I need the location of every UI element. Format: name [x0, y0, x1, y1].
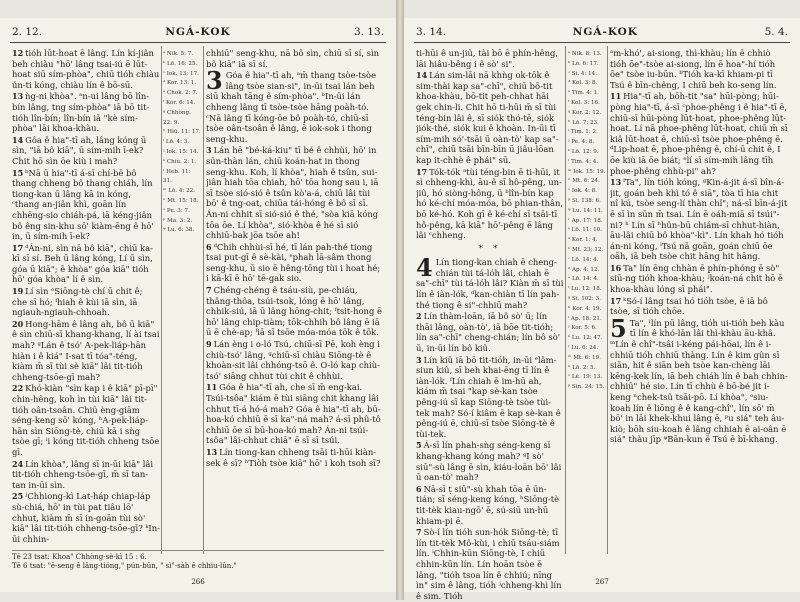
verse — [206, 66, 384, 144]
cross-reference: ᵏ Chiù. 2: 1. — [163, 158, 197, 165]
cross-reference: ˡ Lu. 6: 24. — [568, 344, 599, 351]
column-divider — [203, 46, 204, 554]
chapter-number: 5 — [610, 313, 627, 343]
verse-text: ᵈChih chhùi-sī hé, tī lán pah-thé tiong tsai put-gī ê sè-kài, ᵉphah lā-sâm thong seng-khu, ū sio ē hêng-tōng tùi i hoat hé; i kā-kī ē hō' tē-gak sio. — [206, 241, 381, 284]
cross-reference: ᶠ Kor. 6: 14. — [163, 99, 196, 106]
verse — [12, 459, 160, 491]
cross-reference: ᵍ Kor. 2: 12. — [568, 109, 602, 116]
verse — [416, 484, 564, 526]
verse-number: 25 — [12, 491, 24, 502]
book-title: NGÁ-KOK — [572, 26, 638, 38]
verse-text: ᵃm-khó', ai-siong, thì-khàu; lín ē chhiò tióh ōe"-tsòe ai-siong, lín ē hoa"-hí tióh ōe" tsòe iu-būn. ᵇTióh ka-kī khiam-pi tī Tsú ê bīn-chêng, I chiū beh ko-seng lín. — [610, 48, 777, 90]
verse-number: 11 — [206, 382, 218, 393]
text-column — [12, 48, 160, 545]
cross-reference: ᵐ Iok. 15: 19. — [568, 168, 606, 175]
cross-reference: ᵖ Si. 138: 6. — [568, 197, 601, 204]
verse-text: Lín khòa", lâng sī in-ūi kiā" lâi tit-tióh chheng-tsōe-gī, m̄ sī tan-tan in-ūi sìn. — [12, 458, 154, 490]
verse — [206, 447, 384, 468]
verse-number: 2 — [416, 311, 422, 322]
verse-text: Khó-kiàn "sìn kap i ê kiā" pī-pī" chin-hêng, koh ìn tùi kiā" lâi tit-tióh oân-tsoân. Chiū èng-giām séng-keng sō' kóng, ʰA-pek-liáp-hān sìn Siōng-tè, chiū kā i sǹg tsòe gī; ⁱi kóng tit-tióh chheng tsōe gī. — [12, 383, 160, 457]
verse-number: 17 — [610, 295, 622, 306]
verse — [416, 253, 564, 310]
column-divider — [161, 46, 162, 554]
verse-text: Hia"-tī ah, bōh-tit "sa" hūi-pòng; hūi-pòng hia"-tī, á-sī ᶜphoe-phêng i ê hia"-tī ē, chiū-sī hūi-pòng lūt-hoat, phoe-phêng lūt-hoat. Lí nā phoe-phêng lūt-hoat, chiū m̄ sī kiâ lūt-hoat ē, chiū-sī tsòe phoe-phêng ē. ᵈLip-hoat ē, phoe-phêng ē, chí-ū chit ê, I ōe kiù iā ōe biát; ᵉlí sī sím-mih lâng tīh phoe-phêng chhù-pi" ah? — [610, 91, 788, 176]
footnote: Tē 6 tsat: "ē-seng ē lâng-tióng," pún-bûn, " sì"-sàh ē chhiu-lûn." — [12, 561, 237, 570]
cross-reference: ᵠ Lu. 14: 11. — [568, 207, 603, 214]
verse-text: Lín thàm-loān, iā bô sò' ū; lín thāi lâng, oàn-tò', iā bōe tit-tióh; lín sa"-chī" cheng-chián; lín bô sò' ū, in-ūi lín bô kiû. — [416, 311, 561, 354]
verse — [416, 48, 564, 69]
book-title: NGÁ-KOK — [165, 26, 231, 38]
verse — [206, 382, 384, 446]
verse-number: 6 — [206, 241, 212, 252]
verse — [416, 440, 564, 482]
verse-number: 17 — [416, 166, 428, 177]
verse — [610, 313, 788, 445]
cross-reference: ⁿ Mt. 6: 24. — [568, 178, 600, 185]
verse — [610, 296, 788, 317]
verse-text: Gôa ê hia"-tī ah, lâng kóng ū sìn, "iā bô kiā", ū sím-mih ī-ek? Chit hō sìn ōe kiù i mah? — [12, 134, 147, 166]
left-page — [0, 18, 396, 592]
cross-reference: ᵠ Lu. 6: 38. — [163, 227, 195, 234]
cross-reference: ᵈ Kor. 13: 1. — [163, 80, 197, 87]
verse-number: 7 — [206, 285, 212, 296]
verse-text: Sò-í lín tióh sun-hók Siōng-tè; tī lín tit-tèk Mô-kùi, i chiū tsáu-siám lín. ⁱChhin-kūn Siōng-tè, I chiū chhin-kūn lín. Lín hoān tsòe ē lâng, "tióh tsoa lín ê chhiú; nīng ìn" sim ê lâng, tióh ʲchheng-khì lín ê sim. Tióh — [416, 527, 562, 601]
verse — [416, 167, 564, 241]
verse-number: 3 — [206, 145, 212, 156]
verse-number: 14 — [416, 70, 428, 81]
verse-text: Nā-sī ṭ siū"-sù khah tōa ē ūn-tián; sī séng-keng kóng, ʰSiōng-tè tit-tèk kiau-ngō' ē, sú-siū un-hū khiam-pi ē. — [416, 483, 560, 526]
chapter-ref-start: 2. 12. — [12, 26, 43, 38]
cross-reference: ᵏ Lō. 12: 9. — [568, 148, 599, 155]
verse-text: chhiū" seng-khu, nā bô sìn, chiū sī sí, sìn bô kiā" iā sī sí. — [206, 48, 380, 69]
verse-text: Lán èng i o-ló Tsú, chiū-sī Pē, koh èng i chiù-tsó' lâng, ᵍchiū-sī chiàu Siōng-tè ê khoàn-sit lâi chhóng-tsō ê. O-ló kap chiù-tsó' siāng chhut tùi chit ê chhùi. — [206, 339, 380, 381]
verse-number: 16 — [610, 262, 622, 273]
cross-reference: ᵇ Mt. 23: 12. — [568, 246, 604, 253]
cross-reference: ⁿ Mt. 15: 18. — [163, 197, 199, 204]
verse-text: tióh lūt-hoat ē lâng. Lín kí-jiân beh chiàu "hō' lâng tsai-iú ē lūt-hoat siū sím-phòa", chiū tióh chiàu ún-ti kóng, chiàu lín ê bō-sū. — [12, 48, 160, 90]
verse — [12, 48, 160, 90]
verse-text: ᵇNā ū hia"-tī á-sī chí-bē bô thang chheng bô thang chiáh, lín tiong-kan ū lâng kā in kóng, ᶜthang an-jiân khì, goān lín chhēng-sio chiáh-pá, iā kéng-jiân bô êng sin-khu sō' kiàm-ēng ê hō' in, ū sím-mih ī-ek? — [12, 167, 154, 242]
verse-number: 17 — [12, 242, 24, 253]
book-gutter — [396, 0, 404, 600]
verse-text: Hong-hām ê lâng ah, bô ū kiā" ê sìn chiū-sī khang-khang, lí ài tsai mah? ᵍLán ê tsó' A-pek-liáp-hān hiàn i ê kiá" I-sat tī tóa"-téng, kiàm m̄ sī tùi sè kiā" lâi tit-tióh chheng-tsōe-gī mah? — [12, 318, 160, 382]
running-header — [416, 24, 788, 40]
verse-text: Chéng-chéng ê tsáu-siù, pe-chiáu, thâng-thôa, tsúi-tsok, lóng ē hō' lâng, chhik-siú, iā ū lâng hōng-chit; ᶠtsit-hong ē hō' lâng chip-tiàm; tōk-chhih bô lâng ē iā ū ē chè-ap; ᶠiā sī tsōe móa-móa tōk ê tōk. — [206, 285, 382, 338]
verse-number: 6 — [416, 483, 422, 494]
cross-reference: ⁿ Lō. 2: 5. — [568, 364, 596, 371]
verse-text: Ta", ˡlín pū lâng, tióh ui-tióh beh kàu tī lín ê khó-lān lâi thì-khàu āu-khâ. ᵐLín ê chî"-tsâi i-kéng pái-hōai, lín ê i-chhiū tióh chhiū thàng. Lín ê kim gûn sī siān, hit ê siān beh tsòe kan-chèng lāi kēng-kek lín, iā beh chiáh lín ê bah chhin-chhiū" hé sio. Lín tī chhù ê bō-bé jit i-keng ⁿchek-tsû tsāi-pō. Lí khòa", ᵒsiu-koah lín ê liōng ê ê kang-chî", lín sō' m̄ bō' in lāi khek-khui lâng ē, ᵖu siá" teh âu-kiò; bōh siu-koah ê lâng chhiah ē ai-oân ē siá" thàu jīp ᵠBān-kun ē Tsú ē bī-khang. — [610, 317, 788, 445]
verse — [416, 311, 564, 353]
verse — [12, 135, 160, 167]
right-page — [404, 18, 800, 601]
verse-text: Lín tiong-kan chiah ē cheng-chián tùi tá-lóh lâi, chiah ē sa"-chī" tùi tá-lóh lâi? Kiàn m̄ sī tùi lín ê iàn-lók, ᵈkan-chiàn tī lín pah-thé tiong ê si"-chhiū mah? — [416, 257, 564, 310]
verse-number: 20 — [12, 318, 24, 329]
cross-reference-column — [568, 50, 606, 393]
cross-reference: ᵖ Ma. 3: 2. — [163, 217, 193, 224]
verse-text: Lán hē "bé-ká-kiu" tī bé ê chhùi, hō' in sūn-thàn lán, chiū koán-hat in thong seng-khu. Koh, lí khòa", hiah ê tsûn, sui-jiân hiah tōa chiah, hō' tōa hong sau i, iā sī tsòe sió-sió ê tsûn kò'a-á, chiū lâi tùi bō' ê tng-oat, chiūa tái-hóng ê bô sī sī. Án-ni chhit sī sió-sió ê thé, "sòa kiā kóng tōa ōe. Lí khòa", sió-khòa ê hé sī sió chhiū-bak jōa tsōe ah! — [206, 145, 379, 241]
header-rule — [10, 42, 386, 43]
cross-reference: ʲ Pe. 4: 8. — [568, 139, 595, 146]
verse — [416, 355, 564, 440]
verse-number: 11 — [610, 91, 622, 102]
verse-text: Lán sim-lāi nā khǹg ok-tōk ê sim-thài kap sa"-chī", chiū bō-tit khoa-khàu, bō-tit peh-chhat hāi gek chin-li. Chit hō ti-hūi m̄ sī tùi téng-bin lâi ê, sī siók thó-tē, siók jiók-thé, siók kui ê khoàn. In-ūi tī sím-mih só'-tsāi ū oàn-tò' kap sa"-chī", chiū tsāi bīn-bīn ū jiâu-lōan kap it-chhè ê phái" sū. — [416, 70, 559, 165]
verse-number: 7 — [416, 527, 422, 538]
header-rule — [414, 42, 790, 43]
cross-reference: ᵉ Tim. 4: 1. — [568, 90, 599, 97]
verse-number: 24 — [12, 458, 24, 469]
column-divider — [607, 46, 608, 554]
cross-reference: ᵇ Lō. 16: 25. — [163, 60, 198, 67]
cross-reference: ᵏ Lu. 12: 47. — [568, 335, 603, 342]
cross-reference: ⁱ Tim. 1: 2. — [568, 129, 598, 136]
verse-text: Góa ê hia"-tī ah, che sī m̄ eng-kai. Tsúi-tsôa" kiám ē tùi siāng chit khang lâi chhut tī-á hó-á mah? Góa ê hia"-tī ah, bū-hoa-kó chhiū ē sī ka"-ná mah? á-sī phû-tô chhiū ōe sī bū-hoa-kó mah? Án-ni tsúi-tsôa" lâi-chhut chiā" ē sī sī tsúi. — [206, 382, 381, 446]
verse — [12, 168, 160, 242]
cross-reference: ᵒ Iok. 4: 8. — [568, 188, 598, 195]
page-number: 266 — [191, 578, 205, 586]
cross-reference: ᵐ Mt. 6: 19. — [568, 354, 601, 361]
verse-number: 14 — [12, 134, 24, 145]
cross-reference: ⁱ Ap. 18: 21. — [568, 315, 602, 322]
text-column — [206, 48, 384, 469]
verse — [416, 527, 564, 601]
verse — [12, 286, 160, 318]
verse — [610, 263, 788, 295]
cross-reference: ᵈ Ap. 4: 12. — [568, 266, 600, 273]
cross-reference: ᵉ Chok. 2: 7. — [163, 90, 198, 97]
cross-reference: ⁱ Lō. 4: 3. — [163, 139, 190, 146]
cross-reference: ᵐ Lō. 4: 22. — [163, 188, 195, 195]
verse — [206, 242, 384, 284]
cross-reference: ᵃ Nik. 8: 13. — [568, 51, 602, 57]
cross-reference: ˡ Tim. 4: 4. — [568, 158, 599, 165]
verse-text: Lín tiong-kan chheng tsāi ti-hūi kiàn-sek ê sī? ʰTiòh tsòe kiā" hō' i koh tsoh sī? — [206, 446, 381, 468]
chapter-number: 4 — [416, 253, 433, 283]
verse — [416, 70, 564, 165]
page-number: 267 — [595, 578, 609, 586]
section-separator: * * — [478, 243, 502, 253]
verse-number: 13 — [610, 177, 622, 188]
chapter-ref-start: 3. 14. — [416, 26, 447, 38]
verse-text: Á-sī lín phah-sǹg séng-keng sī khang-khang kóng mah? ᵍI sò' siū"-sù lâng ē sìn, kiáu-loān bō' lâi ū oan-tò' mah? — [416, 440, 562, 483]
verse-number: 13 — [12, 91, 24, 102]
verse-number: 5 — [416, 440, 422, 451]
verse — [610, 48, 788, 90]
cross-reference: ᵖ Sin. 24: 15. — [568, 384, 605, 391]
cross-reference: ᵃ Nik. 5: 7. — [163, 51, 194, 57]
cross-reference: ᵒ Lē. 19: 13. — [568, 374, 603, 381]
cross-reference: ʰ Lō. 7: 23. — [568, 119, 599, 126]
verse-number: 3 — [416, 354, 422, 365]
verse-text: ʲChhiong-kì Lat-háp chiap-láp sù-chiá, hō' in tùi pat tiâu lō' chhut, kiàm m̄ sī in-goān tùi sò' kiā" lâi tit-tióh chheng-tsōe-gī? ᵏIn-ūi chhin- — [12, 491, 160, 544]
cross-reference: ʰ Hiū. 11: 17. — [163, 129, 201, 136]
verse — [12, 383, 160, 457]
verse — [206, 285, 384, 338]
verse — [12, 91, 160, 133]
cross-reference: ᶠ Kol. 3: 16. — [568, 99, 600, 106]
footnotes — [12, 550, 384, 570]
cross-reference: ʳ Ap. 17: 18. — [568, 217, 603, 224]
verse-text: Ta" lín ēng chhàn ē phín-phóng ē sò" siū-ng tióh khoa-khàu; ʲkoán-ná chit hō ē khoa-khàu lóng sī phái". — [610, 262, 783, 295]
chapter-ref-end: 3. 13. — [353, 26, 384, 38]
cross-reference: ᵈ Kol. 3: 8. — [568, 80, 598, 87]
running-header — [12, 24, 384, 40]
text-column — [416, 48, 564, 602]
verse — [206, 339, 384, 381]
cross-reference: ᶜ Si. 4: 14. — [568, 70, 598, 77]
cross-reference: ᵃ Kor. 1: 4. — [568, 237, 598, 244]
cross-reference: ᶜ Lō. 14: 4. — [568, 256, 599, 263]
verse-text: ᵈÁn-ni, sìn nā bô kiā", chiū ka-kī sī sí. Beh ū lâng kóng, Lí ū sìn, góa ū kiā"; ē khòa" góa kiā" tióh hō' góa khòa" lí ê sìn. — [12, 242, 153, 285]
cross-reference: ˢ Lō. 11: 10. — [568, 227, 602, 234]
verse — [610, 177, 788, 262]
verse-text: ǹg-ni khòa". ᵃn-ui lâng bō lîn-bín lâng, tng sím-phòa" iā bō tit-tióh lîn-bín; lîn-bín iā "kè sím-phòa" lāi khoa-khàu. — [12, 91, 150, 134]
verse-number: 9 — [206, 339, 212, 350]
cross-reference: ˡ Heb. 11: 31. — [163, 168, 191, 185]
verse — [12, 319, 160, 383]
footnote: Tē 23 tsat: Khoa" Chhòng-sè-kì 15 : 6. — [12, 553, 147, 561]
verse-number: 22 — [12, 383, 24, 394]
text-column — [610, 48, 788, 446]
verse — [12, 243, 160, 285]
verse — [206, 145, 384, 240]
cross-reference: ᶜ Iok. 13: 17. — [163, 70, 199, 77]
cross-reference: ʲ Iok. 15: 14. — [163, 148, 199, 155]
chapter-number: 3 — [206, 66, 223, 96]
cross-reference: ʲ Kor. 5: 6. — [568, 325, 597, 332]
cross-reference: ᶠ Lu. 12: 18. — [568, 286, 602, 293]
cross-reference: ᵇ Lo. 6: 17. — [568, 60, 599, 67]
verse-text: Lí sìn ᵉSiōng-tè chí ū chit ê; che sī hó; ᶠhiah ê kùi iā sìn, iā ngiauh-ngiauh-chhoah. — [12, 286, 143, 318]
cross-reference: ᵍ Si. 102: 3. — [568, 295, 601, 302]
verse — [206, 48, 384, 69]
cross-reference-column — [163, 50, 201, 236]
cross-reference: ʰ Kor. 4: 19. — [568, 305, 602, 312]
verse-number: 12 — [12, 48, 24, 58]
verse — [12, 491, 160, 544]
cross-reference: ᵍ Chhòng. 22: 9. — [163, 109, 191, 126]
verse-number: 15 — [12, 167, 24, 178]
verse-text: Lín kiû iā bō tit-tióh, in-ūi ᵉlâm-siun kiû, sī beh khai-ēng tī lín ê iàn-lók. ᶠLín chiah ē im-hū ah, kiám m̄ tsai "kap sè-kan tsòe pêng-iú sī kap Siōng-tè tsòe tùi-tek mah? Só-í kiâm ē kap sè-kan ê pêng-iú ē, chiū-sī tsòe Siōng-tè ê tùi-tek. — [416, 354, 561, 439]
verse-text: Góa ê hia"-tī ah, ᵃm̄ thang tsòe-tsòe lâng tsòe sian-si", in-ūi tsai lán beh siū khah tāng ê sím-phòa". ᵇIn-ūi lán chheng lâng tī tsòe-tsòe hāng poàh-tó. ᶜNā lâng tī kóng-ōe bô poàh-tó, chiū-sī tsòe oân-tsoân ê lâng, ē iok-sok i thong seng-khu. — [206, 70, 377, 144]
cross-reference: ᵒ Pe. 3: 7. — [163, 207, 190, 214]
column-divider — [565, 46, 566, 554]
cross-reference: ᵉ Lō. 14: 4. — [568, 276, 599, 283]
verse-text: ᶠTa", lín tióh kóng, ᵍKin-á-jit á-sī bîn-á-jit, goán beh khì tó ê siā", tòa tī hia chit nî kú, tsòe seng-lí thàn chî"; ná-sī bīn-á-jit ē sī ìn sūn m̄ tsai. Lín ē oáh-miā sī tsúi"-ni? ʰ Lín sī ʰhûn-bū chiám-sī chhut-hiàn, āu-lâi chiū bô khòa"-kì". Lín khah hó tióh án-ni kóng, ⁱTsú nā goān, goán chiū ōe oāh, iā beh tsòe chit hāng hit hāng. — [610, 177, 788, 262]
verse-number: 19 — [12, 286, 24, 297]
verse-text: ᵏSó-í lâng tsai hó tióh tsòe, ē iā bô tsòe, sī tióh chōe. — [610, 295, 768, 317]
verse-text: Tók-tók ᵃtùi téng-bin ē ti-hūi, it sì chheng-khì, āu-ê sī hô-pêng, un-jiû, hó siòng-hông, ū ᵇlîn-bín kap hó ké-chí móa-móa, bō phian-thân, bō ké-hó. Koh gī ê ké-chí sī tsāi-tī hô-pêng, kā kiā" hō'-pêng ē lâng lâi ᶜchheng. — [416, 166, 564, 241]
verse-text: ti-hūi ê un-jiû, tài bō ē phín-hêng, lāi hiâu-bêng i ê sò' si". — [416, 48, 559, 69]
verse — [610, 91, 788, 176]
chapter-ref-end: 5. 4. — [764, 26, 788, 38]
verse-number: 13 — [206, 446, 218, 457]
